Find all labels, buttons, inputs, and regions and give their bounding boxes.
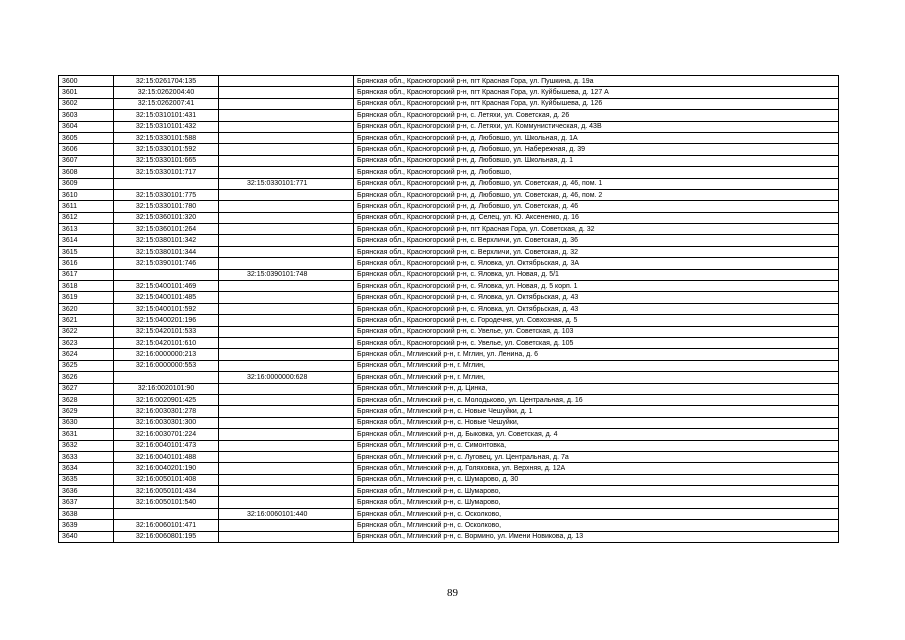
table-row [59,303,839,314]
registry-table-body [59,76,839,543]
cadastral-number-alt-cell [219,497,354,508]
table-row [59,508,839,519]
address-cell: Брянская обл., Мглинский р-н, г. Мглин, ул. Ленина, д. 6 [354,349,839,360]
row-number-cell: 3619 [59,292,114,303]
cadastral-number-cell: 32:16:0040201:190 [114,463,219,474]
row-number-cell: 3608 [59,167,114,178]
cadastral-number-cell: 32:15:0420101:610 [114,337,219,348]
cadastral-number-alt-cell [219,406,354,417]
cadastral-number-alt-cell [219,167,354,178]
table-row [59,167,839,178]
cadastral-number-alt-cell [219,144,354,155]
row-number-cell: 3616 [59,258,114,269]
address-cell: Брянская обл., Мглинский р-н, д. Быковка, ул. Советская, д. 4 [354,429,839,440]
table-row [59,372,839,383]
row-number-cell: 3609 [59,178,114,189]
cadastral-number-alt-cell [219,303,354,314]
cadastral-number-cell: 32:15:0330101:588 [114,132,219,143]
address-cell: Брянская обл., Мглинский р-н, д. Голяховка, ул. Верхняя, д. 12А [354,463,839,474]
row-number-cell: 3623 [59,337,114,348]
cadastral-number-alt-cell [219,224,354,235]
row-number-cell: 3612 [59,212,114,223]
cadastral-number-alt-cell [219,451,354,462]
table-row [59,315,839,326]
cadastral-number-alt-cell [219,281,354,292]
table-row [59,292,839,303]
address-cell: Брянская обл., Мглинский р-н, с. Осколково, [354,508,839,519]
address-cell: Брянская обл., Красногорский р-н, пгт Красная Гора, ул. Куйбышева, д. 126 [354,98,839,109]
cadastral-number-alt-cell [219,429,354,440]
cadastral-number-cell [114,508,219,519]
cadastral-number-cell: 32:16:0020101:90 [114,383,219,394]
cadastral-number-cell: 32:15:0261704:135 [114,76,219,87]
row-number-cell: 3632 [59,440,114,451]
cadastral-number-cell: 32:15:0310101:431 [114,110,219,121]
row-number-cell: 3622 [59,326,114,337]
cadastral-number-cell: 32:15:0330101:592 [114,144,219,155]
table-row [59,224,839,235]
row-number-cell: 3604 [59,121,114,132]
table-row [59,258,839,269]
table-row [59,98,839,109]
cadastral-number-alt-cell [219,98,354,109]
address-cell: Брянская обл., Красногорский р-н, д. Любовшо, ул. Советская, д. 46 [354,201,839,212]
row-number-cell: 3630 [59,417,114,428]
cadastral-number-cell: 32:16:0040101:488 [114,451,219,462]
table-row [59,178,839,189]
address-cell: Брянская обл., Красногорский р-н, с. Верхличи, ул. Советская, д. 36 [354,235,839,246]
cadastral-number-cell [114,178,219,189]
cadastral-number-cell: 32:15:0262004:40 [114,87,219,98]
table-row [59,337,839,348]
cadastral-number-cell: 32:15:0330101:717 [114,167,219,178]
table-row [59,360,839,371]
table-row [59,246,839,257]
cadastral-number-cell: 32:15:0262007:41 [114,98,219,109]
cadastral-number-cell: 32:16:0020901:425 [114,394,219,405]
row-number-cell: 3631 [59,429,114,440]
table-row [59,474,839,485]
cadastral-number-alt-cell [219,292,354,303]
address-cell: Брянская обл., Мглинский р-н, с. Симонтовка, [354,440,839,451]
cadastral-number-cell: 32:16:0050101:408 [114,474,219,485]
cadastral-number-cell: 32:16:0030301:300 [114,417,219,428]
table-row [59,121,839,132]
row-number-cell: 3624 [59,349,114,360]
cadastral-number-alt-cell [219,110,354,121]
cadastral-number-alt-cell [219,520,354,531]
cadastral-number-alt-cell [219,474,354,485]
table-row [59,394,839,405]
row-number-cell: 3637 [59,497,114,508]
table-row [59,269,839,280]
address-cell: Брянская обл., Красногорский р-н, с. Увелье, ул. Советская, д. 105 [354,337,839,348]
address-cell: Брянская обл., Мглинский р-н, с. Новые Чешуйки, [354,417,839,428]
table-row [59,235,839,246]
address-cell: Брянская обл., Красногорский р-н, д. Любовшо, ул. Советская, д. 46, пом. 2 [354,189,839,200]
row-number-cell: 3621 [59,315,114,326]
cadastral-number-alt-cell [219,246,354,257]
cadastral-number-alt-cell [219,326,354,337]
cadastral-number-alt-cell: 32:16:0000000:628 [219,372,354,383]
row-number-cell: 3634 [59,463,114,474]
cadastral-number-cell: 32:16:0050101:540 [114,497,219,508]
cadastral-number-alt-cell [219,189,354,200]
cadastral-number-alt-cell [219,463,354,474]
row-number-cell: 3606 [59,144,114,155]
address-cell: Брянская обл., Мглинский р-н, д. Цинка, [354,383,839,394]
table-row [59,212,839,223]
cadastral-number-cell: 32:15:0400101:592 [114,303,219,314]
table-row [59,349,839,360]
cadastral-number-alt-cell [219,349,354,360]
row-number-cell: 3629 [59,406,114,417]
row-number-cell: 3610 [59,189,114,200]
cadastral-number-alt-cell [219,132,354,143]
address-cell: Брянская обл., Красногорский р-н, с. Яловка, ул. Новая, д. 5/1 [354,269,839,280]
cadastral-number-alt-cell [219,76,354,87]
address-cell: Брянская обл., Мглинский р-н, с. Шумарово, [354,486,839,497]
address-cell: Брянская обл., Мглинский р-н, с. Шумарово, [354,497,839,508]
table-row [59,189,839,200]
row-number-cell: 3638 [59,508,114,519]
table-row [59,417,839,428]
table-row [59,451,839,462]
address-cell: Брянская обл., Красногорский р-н, д. Любовшо, [354,167,839,178]
address-cell: Брянская обл., Красногорский р-н, пгт Красная Гора, ул. Пушкина, д. 19а [354,76,839,87]
cadastral-number-cell: 32:15:0390101:746 [114,258,219,269]
table-row [59,429,839,440]
address-cell: Брянская обл., Красногорский р-н, д. Любовшо, ул. Советская, д. 46, пом. 1 [354,178,839,189]
address-cell: Брянская обл., Красногорский р-н, д. Любовшо, ул. Школьная, д. 1А [354,132,839,143]
cadastral-number-cell: 32:15:0400201:196 [114,315,219,326]
cadastral-number-alt-cell [219,360,354,371]
table-row [59,486,839,497]
table-row [59,76,839,87]
cadastral-number-cell: 32:15:0360101:320 [114,212,219,223]
cadastral-number-alt-cell [219,315,354,326]
table-row [59,110,839,121]
table-row [59,440,839,451]
cadastral-number-alt-cell [219,417,354,428]
table-row [59,497,839,508]
table-row [59,281,839,292]
cadastral-number-alt-cell [219,531,354,542]
table-row [59,132,839,143]
row-number-cell: 3600 [59,76,114,87]
row-number-cell: 3614 [59,235,114,246]
row-number-cell: 3613 [59,224,114,235]
address-cell: Брянская обл., Мглинский р-н, с. Новые Чешуйки, д. 1 [354,406,839,417]
address-cell: Брянская обл., Мглинский р-н, г. Мглин, [354,360,839,371]
table-row [59,406,839,417]
cadastral-number-alt-cell [219,440,354,451]
address-cell: Брянская обл., Красногорский р-н, д. Любовшо, ул. Школьная, д. 1 [354,155,839,166]
row-number-cell: 3635 [59,474,114,485]
address-cell: Брянская обл., Красногорский р-н, д. Любовшо, ул. Набережная, д. 39 [354,144,839,155]
cadastral-number-cell: 32:16:0050101:434 [114,486,219,497]
address-cell: Брянская обл., Красногорский р-н, с. Городечня, ул. Совхозная, д. 5 [354,315,839,326]
address-cell: Брянская обл., Мглинский р-н, с. Осколково, [354,520,839,531]
cadastral-number-cell: 32:16:0040101:473 [114,440,219,451]
cadastral-number-alt-cell [219,486,354,497]
cadastral-number-cell: 32:15:0330101:780 [114,201,219,212]
cadastral-number-cell: 32:15:0310101:432 [114,121,219,132]
row-number-cell: 3603 [59,110,114,121]
address-cell: Брянская обл., Мглинский р-н, с. Молодьково, ул. Центральная, д. 16 [354,394,839,405]
cadastral-number-cell: 32:16:0030301:278 [114,406,219,417]
cadastral-number-alt-cell [219,121,354,132]
row-number-cell: 3611 [59,201,114,212]
row-number-cell: 3605 [59,132,114,143]
row-number-cell: 3620 [59,303,114,314]
address-cell: Брянская обл., Красногорский р-н, с. Верхличи, ул. Советская, д. 32 [354,246,839,257]
cadastral-number-alt-cell [219,258,354,269]
cadastral-number-alt-cell: 32:15:0330101:771 [219,178,354,189]
address-cell: Брянская обл., Красногорский р-н, пгт Красная Гора, ул. Куйбышева, д. 127 А [354,87,839,98]
cadastral-number-cell: 32:15:0330101:775 [114,189,219,200]
row-number-cell: 3602 [59,98,114,109]
table-row [59,531,839,542]
table-row [59,144,839,155]
registry-table [58,75,839,543]
cadastral-number-alt-cell [219,383,354,394]
cadastral-number-alt-cell [219,201,354,212]
address-cell: Брянская обл., Красногорский р-н, пгт Красная Гора, ул. Советская, д. 32 [354,224,839,235]
cadastral-number-cell: 32:16:0060801:195 [114,531,219,542]
cadastral-number-cell: 32:16:0000000:553 [114,360,219,371]
address-cell: Брянская обл., Мглинский р-н, с. Шумарово, д. 30 [354,474,839,485]
row-number-cell: 3639 [59,520,114,531]
address-cell: Брянская обл., Мглинский р-н, с. Луговец, ул. Центральная, д. 7а [354,451,839,462]
table-row [59,383,839,394]
address-cell: Брянская обл., Красногорский р-н, с. Яловка, ул. Октябрьская, д. 43 [354,303,839,314]
cadastral-number-alt-cell [219,337,354,348]
cadastral-number-cell: 32:15:0380101:342 [114,235,219,246]
cadastral-number-cell [114,372,219,383]
row-number-cell: 3618 [59,281,114,292]
address-cell: Брянская обл., Красногорский р-н, с. Летяхи, ул. Советская, д. 26 [354,110,839,121]
cadastral-number-alt-cell: 32:16:0060101:440 [219,508,354,519]
row-number-cell: 3617 [59,269,114,280]
cadastral-number-cell: 32:15:0330101:665 [114,155,219,166]
address-cell: Брянская обл., Красногорский р-н, с. Летяхи, ул. Коммунистическая, д. 43В [354,121,839,132]
address-cell: Брянская обл., Красногорский р-н, с. Увелье, ул. Советская, д. 103 [354,326,839,337]
cadastral-number-alt-cell [219,394,354,405]
cadastral-number-alt-cell: 32:15:0390101:748 [219,269,354,280]
cadastral-number-cell: 32:16:0060101:471 [114,520,219,531]
cadastral-number-cell: 32:15:0360101:264 [114,224,219,235]
page-number: 89 [447,587,458,599]
table-row [59,463,839,474]
row-number-cell: 3615 [59,246,114,257]
cadastral-number-cell: 32:15:0380101:344 [114,246,219,257]
row-number-cell: 3627 [59,383,114,394]
table-row [59,520,839,531]
table-row [59,201,839,212]
cadastral-number-alt-cell [219,155,354,166]
table-row [59,87,839,98]
row-number-cell: 3625 [59,360,114,371]
row-number-cell: 3626 [59,372,114,383]
address-cell: Брянская обл., Красногорский р-н, с. Яловка, ул. Новая, д. 5 корп. 1 [354,281,839,292]
row-number-cell: 3628 [59,394,114,405]
address-cell: Брянская обл., Мглинский р-н, с. Вормино, ул. Имени Новикова, д. 13 [354,531,839,542]
row-number-cell: 3640 [59,531,114,542]
row-number-cell: 3633 [59,451,114,462]
cadastral-number-cell [114,269,219,280]
address-cell: Брянская обл., Мглинский р-н, г. Мглин, [354,372,839,383]
cadastral-number-cell: 32:15:0400101:485 [114,292,219,303]
cadastral-number-cell: 32:15:0400101:469 [114,281,219,292]
cadastral-number-cell: 32:15:0420101:533 [114,326,219,337]
address-cell: Брянская обл., Красногорский р-н, д. Селец, ул. Ю. Аксененко, д. 16 [354,212,839,223]
cadastral-number-cell: 32:16:0030701:224 [114,429,219,440]
address-cell: Брянская обл., Красногорский р-н, с. Яловка, ул. Октябрьская, д. 43 [354,292,839,303]
cadastral-number-alt-cell [219,212,354,223]
cadastral-number-cell: 32:16:0000000:213 [114,349,219,360]
row-number-cell: 3607 [59,155,114,166]
row-number-cell: 3636 [59,486,114,497]
table-row [59,155,839,166]
cadastral-number-alt-cell [219,87,354,98]
row-number-cell: 3601 [59,87,114,98]
cadastral-number-alt-cell [219,235,354,246]
address-cell: Брянская обл., Красногорский р-н, с. Яловка, ул. Октябрьская, д. 3А [354,258,839,269]
table-row [59,326,839,337]
